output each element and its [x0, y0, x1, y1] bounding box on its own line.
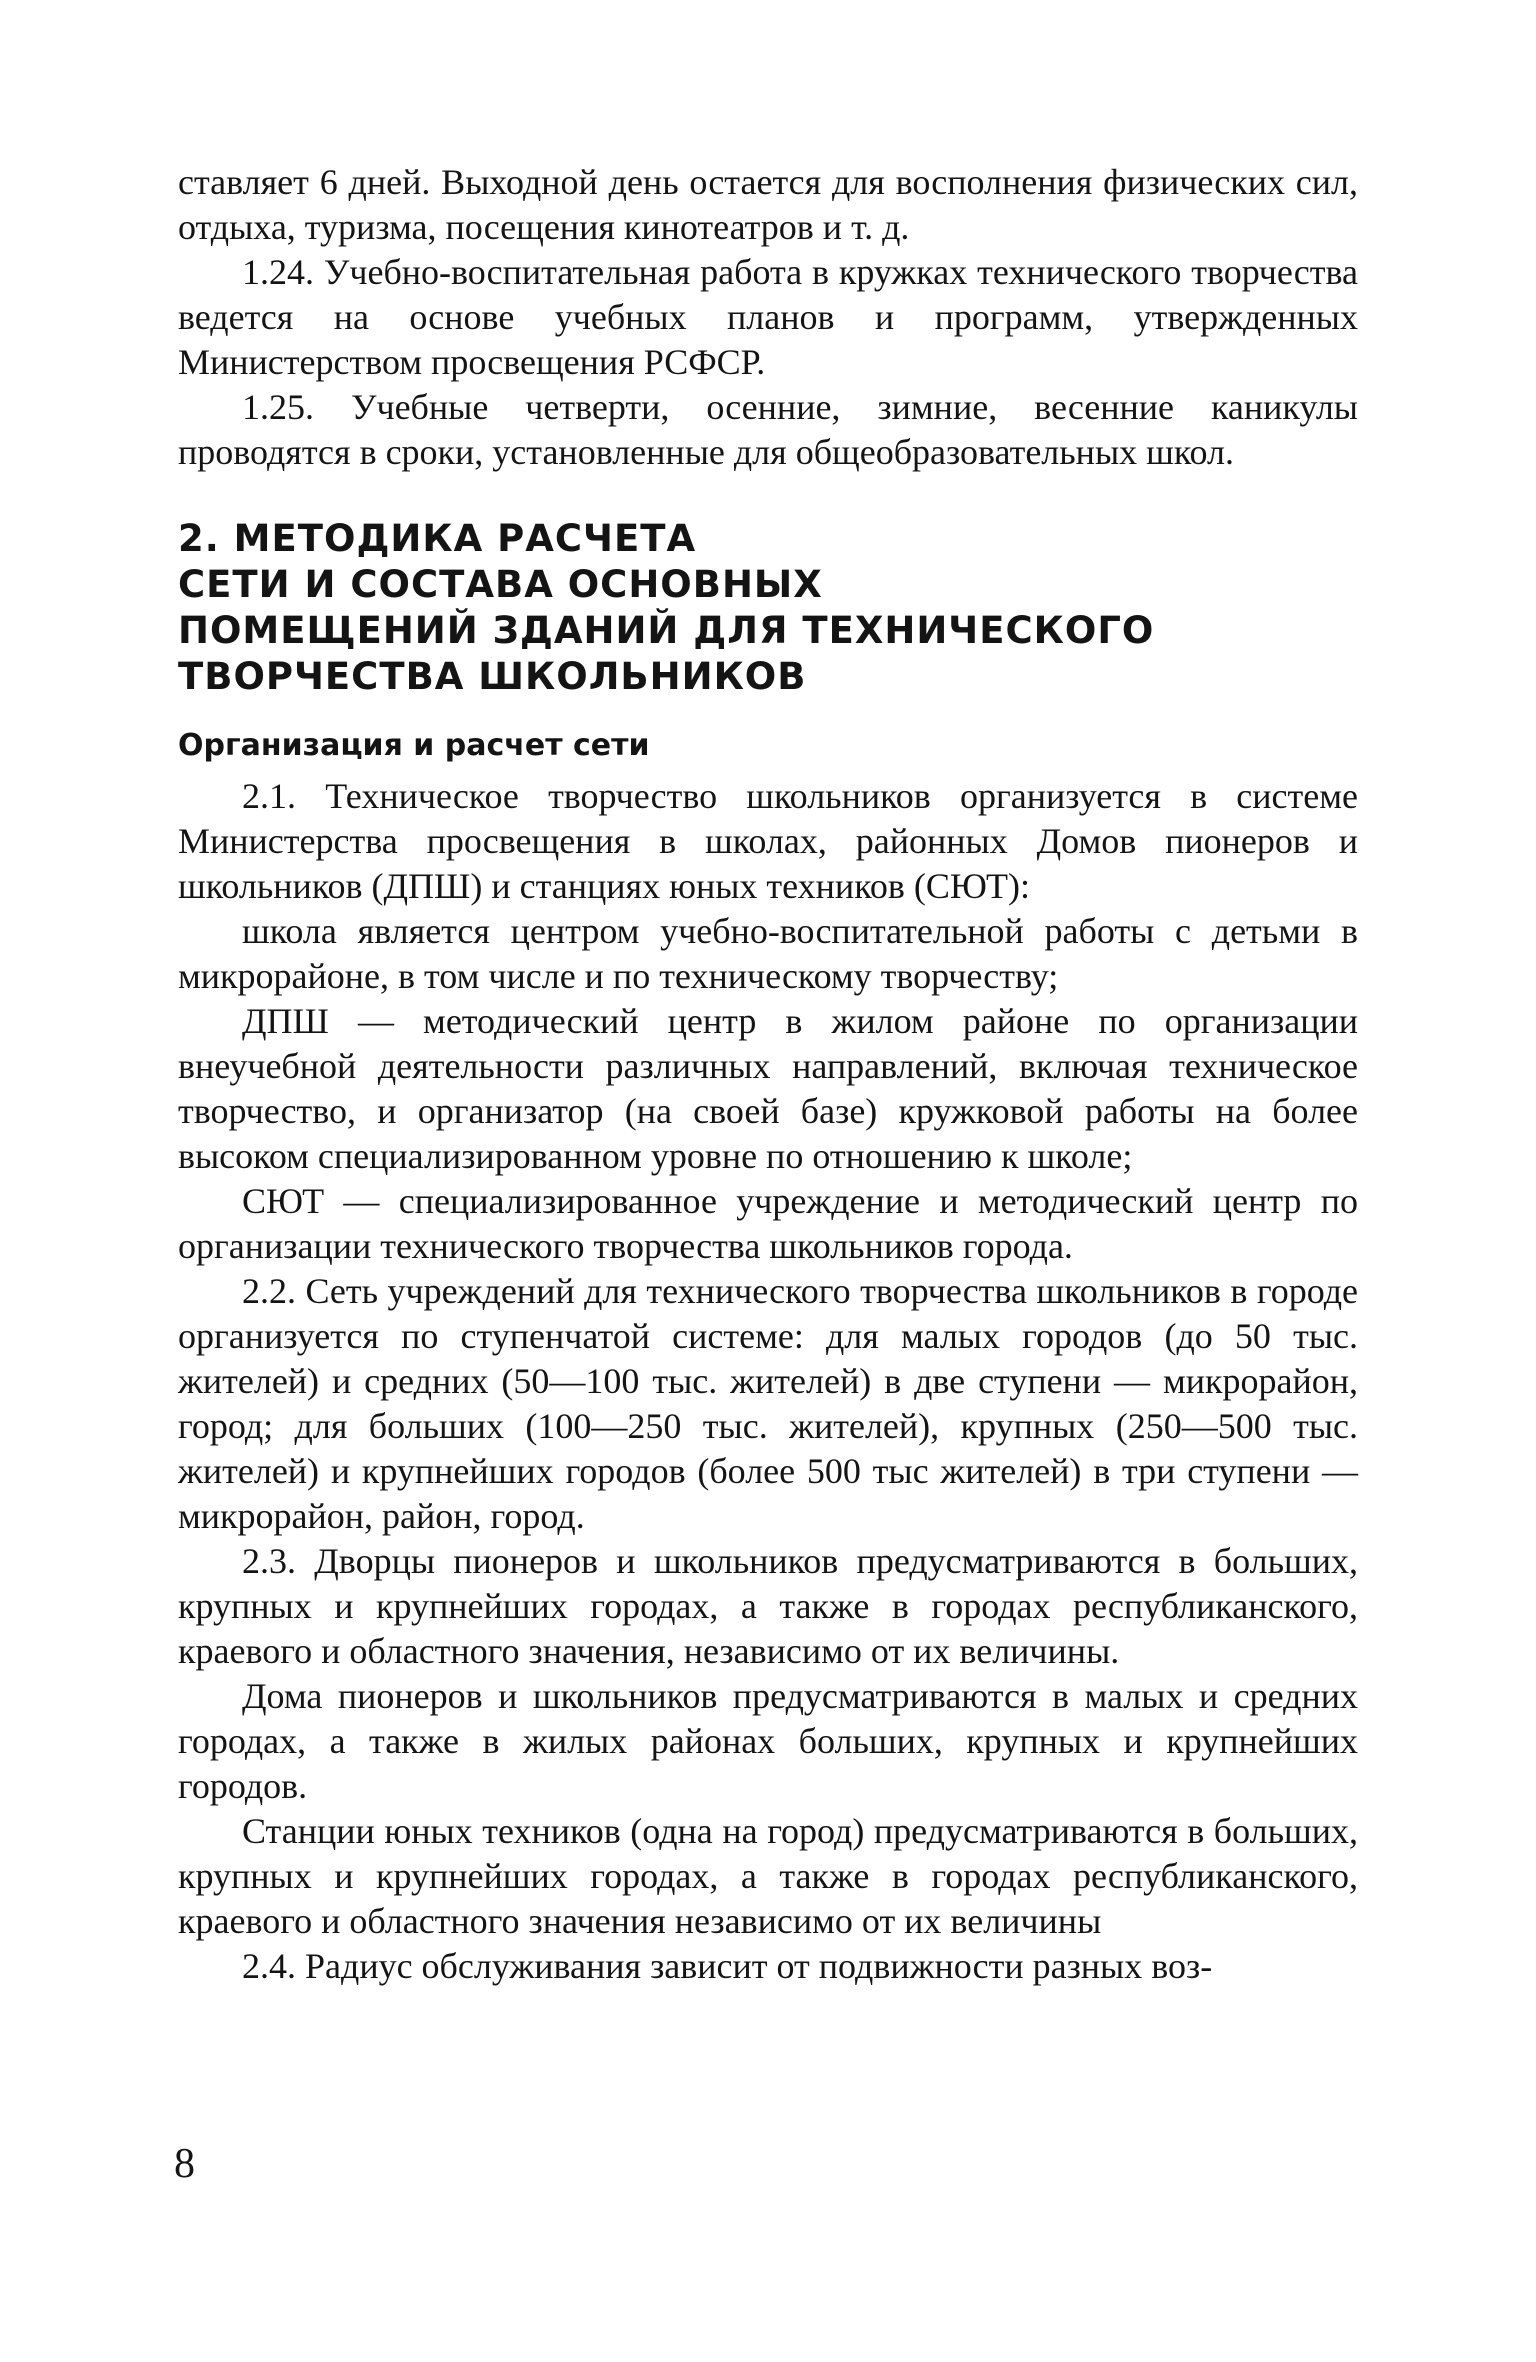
school-definition: школа является центром учебно-воспитательной работы с детьми в микрорайоне, в том числе и по техническому творчеству; — [178, 911, 1358, 996]
clause-2-4: 2.4. Радиус обслуживания зависит от подвижности разных воз- — [242, 1946, 1213, 1986]
intro-paragraph-1: ставляет 6 дней. Выходной день остается для восполнения физических сил, отдыха, туризма, посещения кинотеатров и т. д. — [178, 162, 1358, 247]
subsection-heading: Организация и расчет сети — [178, 728, 650, 763]
intro-block — [178, 160, 1358, 475]
section-body — [178, 774, 1358, 1989]
houses-of-pioneers: Дома пионеров и школьников предусматриваются в малых и средних городах, а также в жилых районах больших, крупных и крупнейших городов. — [178, 1676, 1358, 1806]
syut-definition: СЮТ — специализированное учреждение и методический центр по организации технического творчества школьников города. — [178, 1181, 1358, 1266]
clause-2-2: 2.2. Сеть учреждений для технического творчества школьников в городе организуется по ступенчатой системе: для малых городов (до 50 тыс. жителей) и средних (50—100 тыс. жителей) в две ступени — микрорайон, город; для больших (100—250 тыс. жителей), крупных (250—500 тыс. жителей) и крупнейших городов (более 500 тыс жителей) в три ступени — микрорайон, район, город. — [178, 1271, 1358, 1536]
clause-1-25: 1.25. Учебные четверти, осенние, зимние, весенние каникулы проводятся в сроки, установленные для общеобразовательных школ. — [178, 387, 1358, 472]
clause-1-24: 1.24. Учебно-воспитательная работа в кружках технического творчества ведется на основе учебных планов и программ, утвержденных Министерством просвещения РСФСР. — [178, 252, 1358, 382]
stations-young-technicians: Станции юных техников (одна на город) предусматриваются в больших, крупных и крупнейших городах, а также в городах республиканского, краевого и областного значения независимо от их величины — [178, 1811, 1358, 1941]
section-heading-line-3: ПОМЕЩЕНИЙ ЗДАНИЙ ДЛЯ ТЕХНИЧЕСКОГО — [178, 609, 1155, 652]
page-number: 8 — [174, 2141, 195, 2187]
section-heading-line-1: 2. МЕТОДИКА РАСЧЕТА — [178, 517, 697, 560]
clause-2-3: 2.3. Дворцы пионеров и школьников предусматриваются в больших, крупных и крупнейших городах, а также в городах республиканского, краевого и областного значения, независимо от их величины. — [178, 1541, 1358, 1671]
dpsh-definition: ДПШ — методический центр в жилом районе по организации внеучебной деятельности различных направлений, включая техническое творчество, и организатор (на своей базе) кружковой работы на более высоком специализированном уровне по отношению к школе; — [178, 1001, 1358, 1176]
section-heading — [178, 516, 1358, 700]
clause-2-1: 2.1. Техническое творчество школьников организуется в системе Министерства просвещения в школах, районных Домов пионеров и школьников (ДПШ) и станциях юных техников (СЮТ): — [178, 776, 1358, 906]
section-heading-line-4: ТВОРЧЕСТВА ШКОЛЬНИКОВ — [178, 655, 807, 698]
section-heading-line-2: СЕТИ И СОСТАВА ОСНОВНЫХ — [178, 563, 823, 606]
